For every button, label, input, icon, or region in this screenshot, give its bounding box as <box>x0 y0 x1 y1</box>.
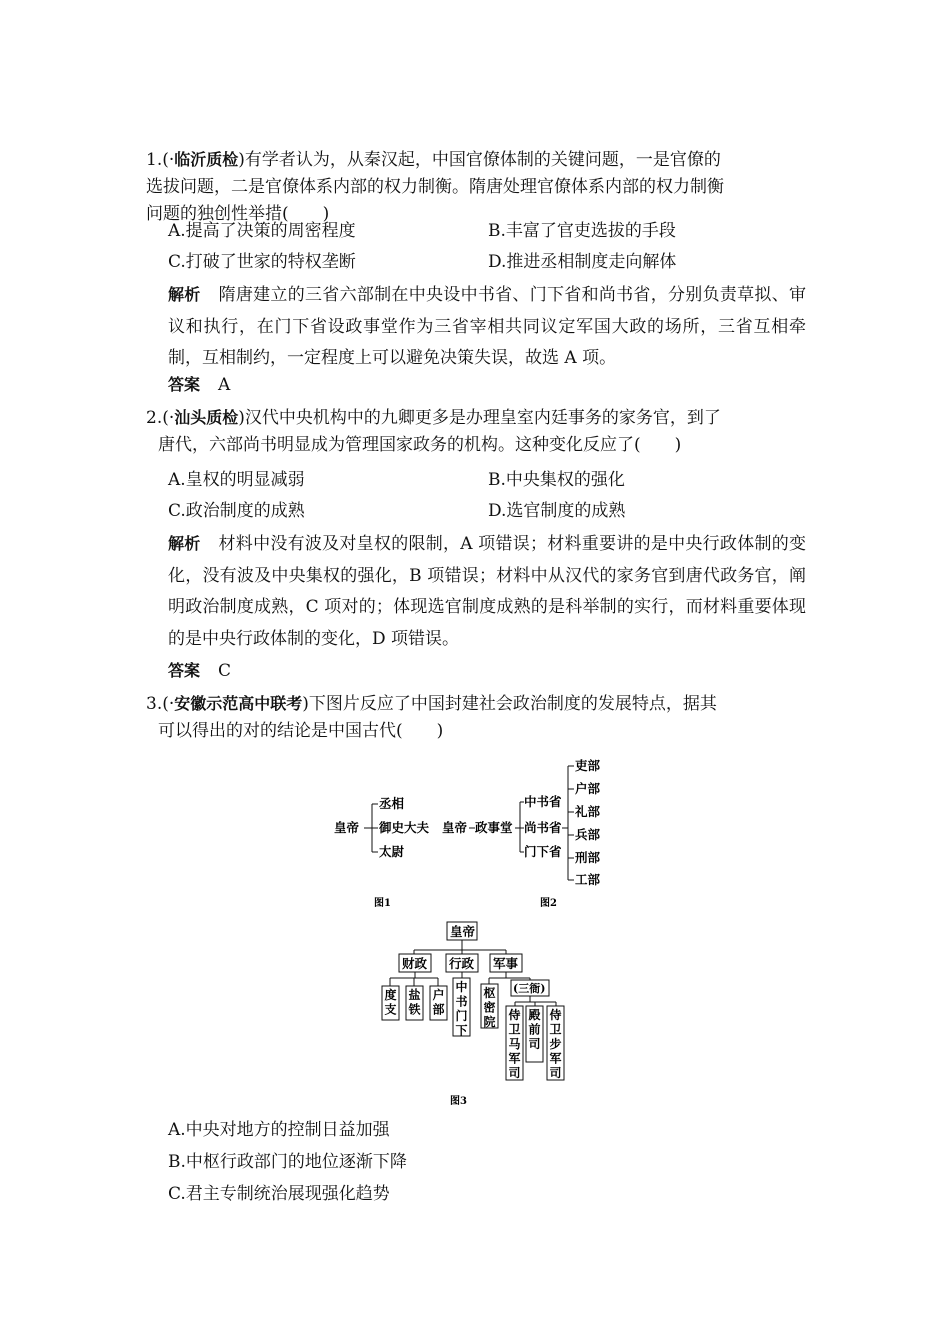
figure-3-diagram <box>370 918 580 1110</box>
question-text: )有学者认为，从秦汉起，中国官僚体制的关键问题，一是官僚的 <box>238 150 721 170</box>
fig3-yamen-1: 侍卫马军司 <box>508 1008 521 1080</box>
figure-2-diagram <box>440 758 610 910</box>
fig3-finance-3: 户部 <box>432 988 445 1017</box>
question-1-options <box>168 216 808 278</box>
option-d[interactable]: D.推进丞相制度走向解体 <box>488 252 677 272</box>
question-1-explanation <box>168 279 806 375</box>
question-1-answer <box>168 371 230 399</box>
fig2-ministry-4: 兵部 <box>575 827 601 842</box>
fig1-item-1: 丞相 <box>379 796 405 811</box>
question-1-line-2: 选拔问题，二是官僚体系内部的权力制衡。隋唐处理官僚体系内部的权力制衡 <box>146 177 724 197</box>
fig3-branch-military: 军事 <box>493 956 519 971</box>
question-2-explanation <box>168 528 806 655</box>
fig1-root: 皇帝 <box>334 820 360 835</box>
question-2-line-1 <box>146 404 810 432</box>
question-number: 1.(· <box>146 150 175 170</box>
explanation-text: 隋唐建立的三省六部制在中央设中书省、门下省和尚书省，分别负责草拟、审议和执行，在门下省设政事堂作为三省宰相共同议定军国大政的场所，三省互相牵制，互相制约，一定程度上可以避免决策失误，故选 A 项。 <box>168 285 806 368</box>
question-3 <box>146 690 810 745</box>
fig2-province-3: 门下省 <box>524 844 562 859</box>
fig2-ministry-6: 工部 <box>575 872 601 887</box>
question-text: )汉代中央机构中的九卿更多是办理皇室内廷事务的家务官，到了 <box>238 408 721 428</box>
question-number: 3.(· <box>146 694 175 714</box>
fig2-province-1: 中书省 <box>524 794 562 809</box>
explanation-text: 材料中没有波及对皇权的限制，A 项错误；材料重要讲的是中央行政体制的变化，没有波及中央集权的强化，B 项错误；材料中从汉代的家务官到唐代政务官，阐明政治制度成熟，C 项对的；体现选官制度成熟的是科举制的实行，而材料重要体现的是中央行政体制的变化，D 项错误。 <box>168 534 806 649</box>
fig2-root: 皇帝 <box>442 820 468 835</box>
explanation-label: 解析 <box>168 285 201 304</box>
fig3-branch-admin: 行政 <box>449 956 475 971</box>
fig2-ministry-1: 吏部 <box>575 758 601 773</box>
option-a[interactable]: A.皇权的明显减弱 <box>168 470 305 490</box>
fig3-yamen-3: 侍卫步军司 <box>549 1008 562 1080</box>
fig2-province-2: 尚书省 <box>524 820 562 835</box>
fig3-three-yamen: (三衙) <box>513 982 546 995</box>
option-c[interactable]: C.君主专制统治展现强化趋势 <box>168 1184 390 1204</box>
fig2-ministry-2: 户部 <box>575 781 601 796</box>
fig1-item-2: 御史大夫 <box>379 820 430 835</box>
question-source: 汕头质检 <box>174 408 239 427</box>
question-2-options <box>168 465 808 527</box>
question-source: 安徽示范高中联考 <box>174 694 303 713</box>
answer-label: 答案 <box>168 661 201 680</box>
question-source: 临沂质检 <box>174 150 239 169</box>
fig3-branch-finance: 财政 <box>402 956 428 971</box>
fig3-root: 皇帝 <box>450 924 476 939</box>
fig3-finance-2: 盐铁 <box>408 988 421 1017</box>
question-2-line-2: 唐代，六部尚书明显成为管理国家政务的机构。这种变化反应了( ) <box>158 435 682 455</box>
figure-1-diagram <box>330 790 440 910</box>
option-b[interactable]: B.中央集权的强化 <box>488 470 625 490</box>
question-number: 2.(· <box>146 408 175 428</box>
option-a[interactable]: A.提高了决策的周密程度 <box>168 221 356 241</box>
fig2-ministry-5: 刑部 <box>575 850 601 865</box>
fig3-caption: 图3 <box>450 1096 467 1107</box>
fig1-caption: 图1 <box>374 898 391 909</box>
fig3-admin-1: 中书门下 <box>455 980 468 1038</box>
question-2-answer <box>168 657 231 685</box>
option-b[interactable]: B.中枢行政部门的地位逐渐下降 <box>168 1152 407 1172</box>
fig3-finance-1: 度支 <box>384 988 397 1017</box>
answer-value: C <box>218 661 232 681</box>
explanation-label: 解析 <box>168 534 201 553</box>
answer-value: A <box>218 375 231 395</box>
fig1-item-3: 太尉 <box>379 844 405 859</box>
option-a[interactable]: A.中央对地方的控制日益加强 <box>168 1120 390 1140</box>
question-1-line-1 <box>146 146 810 174</box>
fig3-yamen-2: 殿前司 <box>528 1008 541 1051</box>
option-c[interactable]: C.政治制度的成熟 <box>168 501 305 521</box>
question-1-line-3: 问题的独创性举措( ) <box>146 204 330 224</box>
option-d[interactable]: D.选官制度的成熟 <box>488 501 626 521</box>
question-3-line-1 <box>146 690 810 718</box>
question-text: )下图片反应了中国封建社会政治制度的发展特点，据其 <box>302 694 717 714</box>
option-b[interactable]: B.丰富了官吏选拔的手段 <box>488 221 676 241</box>
fig3-military-council: 枢密院 <box>483 986 496 1029</box>
question-3-options <box>168 1114 407 1210</box>
answer-label: 答案 <box>168 375 201 394</box>
fig2-ministry-3: 礼部 <box>575 804 601 819</box>
fig2-caption: 图2 <box>540 898 557 909</box>
question-3-line-2: 可以得出的对的结论是中国古代( ) <box>158 721 444 741</box>
question-2 <box>146 404 810 459</box>
option-c[interactable]: C.打破了世家的特权垄断 <box>168 252 356 272</box>
fig2-hub: 政事堂 <box>475 820 513 835</box>
